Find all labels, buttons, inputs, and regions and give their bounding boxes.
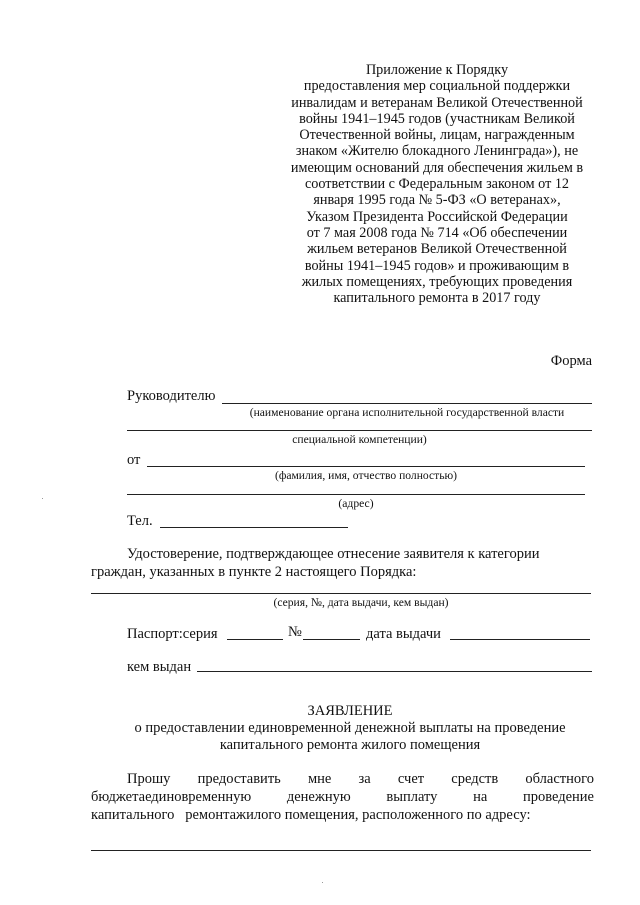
word: Прошу [127,771,171,787]
certificate-text-1: Удостоверение, подтверждающее отнесение заявителя к категории [127,546,540,562]
statement-subtitle-2: капитального ремонта жилого помещения [219,737,481,753]
appendix-line: войны 1941–1945 годов (участникам Великой [299,110,575,127]
statement-body-line-1 [127,771,594,788]
appendix-header [278,62,596,306]
appendix-line: инвалидам и ветеранам Великой Отечественной [291,94,583,111]
appendix-line: войны 1941–1945 годов» и проживающим в [304,257,570,274]
issue-date-field[interactable] [450,639,590,640]
issued-by-label: кем выдан [127,659,192,675]
scan-speck [42,498,43,499]
appendix-line: имеющим оснований для обеспечения жильем в [290,159,584,176]
issue-date-label: дата выдачи [366,626,441,642]
appendix-line: Отечественной войны, лицам, награжденным [299,127,575,144]
appendix-line: Приложение к Порядку [365,62,509,78]
appendix-line: января 1995 года № 5-ФЗ «О ветеранах», [313,192,561,209]
form-label: Форма [550,353,592,369]
word: денежную [286,789,351,805]
appendix-line: соответствии с Федеральным законом от 12 [304,176,570,193]
appendix-line: от 7 мая 2008 года № 714 «Об обеспечении [306,224,568,241]
scan-speck [322,882,323,883]
head-authority-field[interactable] [222,403,592,404]
property-address-field[interactable] [91,850,591,851]
appendix-line: знаком «Жителю блокадного Ленинграда»), не [295,143,579,160]
word: за [358,771,371,787]
appendix-line: капитального ремонта в 2017 году [333,290,541,307]
full-name-field[interactable] [147,466,585,467]
phone-label: Тел. [127,513,153,529]
certificate-caption: (серия, №, дата выдачи, кем выдан) [273,596,449,609]
statement-body-line-2 [91,789,594,806]
word: средств [451,771,499,787]
issued-by-field[interactable] [197,671,592,672]
address-caption: (адрес) [338,497,374,510]
passport-series-field[interactable] [227,639,283,640]
from-caption: (фамилия, имя, отчество полностью) [274,469,458,482]
from-label: от [127,452,141,468]
word: предоставить [197,771,281,787]
appendix-line: жилых помещениях, требующих проведения [301,273,573,290]
address-field[interactable] [127,494,585,495]
certificate-field[interactable] [91,593,591,594]
appendix-line: предоставления мер социальной поддержки [303,78,571,95]
phone-field[interactable] [160,527,348,528]
word: областного [525,771,594,787]
head-caption-1: (наименование органа исполнительной государственной власти [249,406,565,419]
statement-body-line-3: капитального ремонтажилого помещения, расположенного по адресу: [91,807,531,823]
statement-title: ЗАЯВЛЕНИЕ [307,703,393,719]
word: выплату [386,789,438,805]
word: проведение [522,789,594,805]
word: бюджетаединовременную [91,789,252,805]
head-caption-2: специальной компетенции) [292,433,427,446]
passport-number-field[interactable] [303,639,360,640]
appendix-line: жильем ветеранов Великой Отечественной [307,241,567,258]
passport-number-label: № [288,624,302,640]
word: счет [397,771,425,787]
passport-series-label: Паспорт:серия [127,626,218,642]
appendix-line: Указом Президента Российской Федерации [306,208,568,225]
word: мне [307,771,332,787]
statement-subtitle-1: о предоставлении единовременной денежной выплаты на проведение [134,720,566,736]
word: на [473,789,488,805]
head-label: Руководителю [127,388,216,404]
head-authority-field-2[interactable] [127,430,592,431]
certificate-text-2: граждан, указанных в пункте 2 настоящего Порядка: [91,564,417,580]
